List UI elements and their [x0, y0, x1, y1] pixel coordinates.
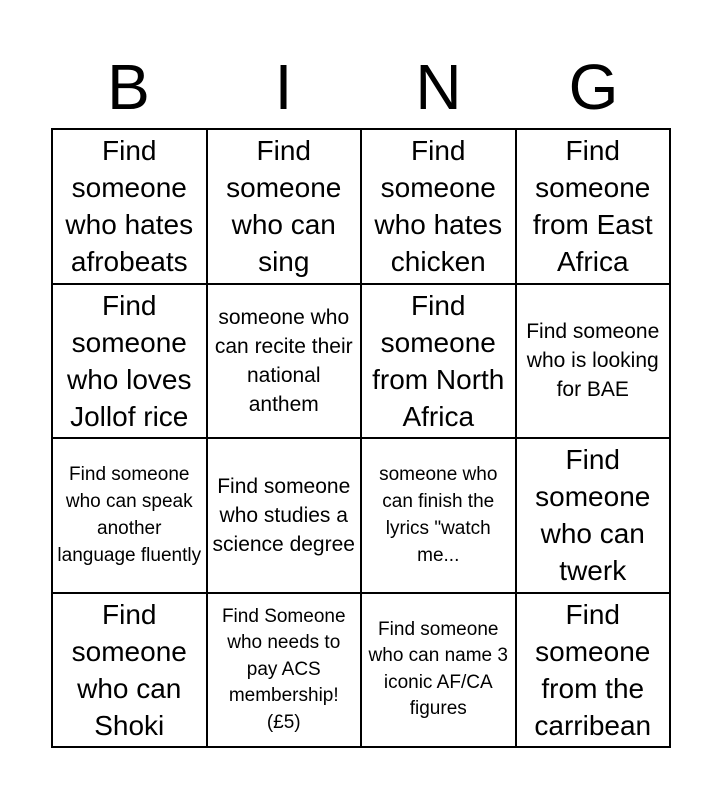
bingo-square-text: Find someone from the carribean — [534, 598, 652, 741]
bingo-square[interactable] — [207, 438, 362, 593]
bingo-square[interactable] — [516, 593, 671, 748]
bingo-square[interactable] — [516, 438, 671, 593]
bingo-square[interactable] — [516, 284, 671, 439]
bingo-square[interactable] — [207, 129, 362, 284]
bingo-square-text: Find someone who can speak another language fluently — [57, 464, 202, 567]
bingo-square[interactable] — [52, 129, 207, 284]
bingo-header — [51, 52, 671, 122]
header-letter-b: B — [107, 51, 150, 123]
header-letter-i: I — [274, 51, 293, 123]
bingo-square-text: Find someone who can sing — [226, 135, 342, 278]
bingo-square-text: Find someone who can Shoki — [71, 598, 187, 741]
bingo-square[interactable] — [52, 438, 207, 593]
header-letter-n: N — [415, 51, 462, 123]
bingo-square-text: Find someone from North Africa — [372, 289, 505, 432]
bingo-square[interactable] — [52, 593, 207, 748]
bingo-square-text: Find someone who loves Jollof rice — [66, 289, 192, 432]
bingo-square-text: Find Someone who needs to pay ACS membership! (£5) — [221, 605, 346, 733]
bingo-square-text: Find someone who is looking for BAE — [526, 320, 660, 402]
bingo-square[interactable] — [516, 129, 671, 284]
bingo-square-text: Find someone from East Africa — [532, 135, 653, 278]
bingo-card-grid — [51, 128, 671, 748]
header-letter-g: G — [568, 51, 619, 123]
bingo-square[interactable] — [361, 593, 516, 748]
bingo-square-text: Find someone who can name 3 iconic AF/CA figures — [368, 618, 508, 720]
bingo-square-text: Find someone who studies a science degree — [212, 474, 355, 556]
bingo-square[interactable] — [361, 284, 516, 439]
bingo-square[interactable] — [207, 284, 362, 439]
bingo-square[interactable] — [361, 129, 516, 284]
bingo-square-text: Find someone who hates afrobeats — [65, 135, 194, 278]
bingo-square[interactable] — [52, 284, 207, 439]
bingo-square[interactable] — [361, 438, 516, 593]
bingo-square-text: someone who can finish the lyrics "watch me... — [379, 464, 498, 567]
bingo-square-text: someone who can recite their national anthem — [214, 305, 353, 416]
bingo-square-text: Find someone who hates chicken — [374, 135, 503, 278]
bingo-square[interactable] — [207, 593, 362, 748]
bingo-square-text: Find someone who can twerk — [535, 444, 651, 587]
